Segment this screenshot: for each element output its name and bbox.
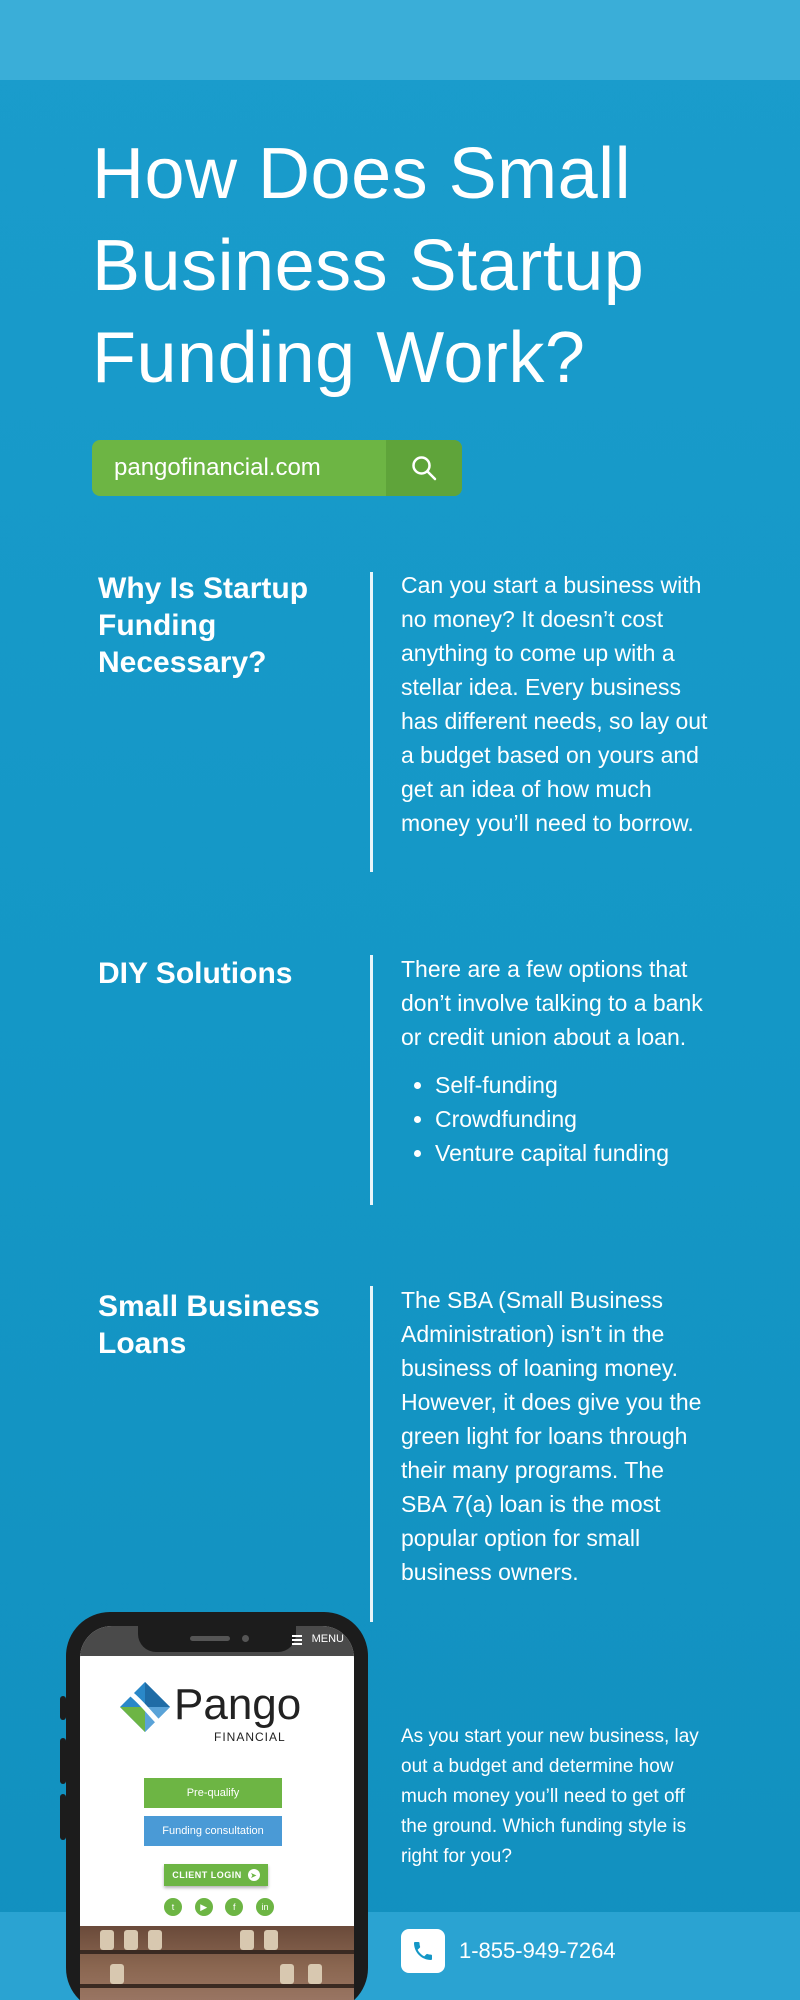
arrow-right-icon: ➤ [248,1869,260,1881]
jar [264,1930,278,1950]
phone-notch [138,1626,296,1652]
section-body: There are a few options that don’t involve talking to a bank or credit union about a loan. [401,956,703,1050]
section-body: The SBA (Small Business Administration) isn’t in the business of loaning money. However, it does give you the green light for loans through their many programs. The SBA 7(a) loan is the most popular option for small business owners. [401,1287,702,1585]
section-divider [370,1286,373,1622]
list-item: • Self-funding [435,1068,711,1102]
facebook-icon[interactable]: f [225,1898,243,1916]
pango-mark-icon [116,1678,174,1736]
page-title: How Does Small Business Startup Funding Work? [92,134,645,398]
twitter-icon[interactable]: t [164,1898,182,1916]
phone-mockup [66,1612,368,2000]
jar [280,1964,294,1984]
client-login-button[interactable] [164,1864,268,1886]
youtube-icon[interactable]: ▶ [195,1898,213,1916]
menu-label[interactable]: MENU [311,1633,344,1645]
search-url[interactable]: pangofinancial.com [114,454,321,481]
phone-contact[interactable] [401,1928,616,1974]
office-photo [80,1926,354,2000]
phone-screen [80,1626,354,2000]
funding-consultation-button[interactable]: Funding consultation [144,1816,282,1846]
jar [110,1964,124,1984]
pango-logo [116,1678,326,1748]
shelf [80,1950,354,1954]
list-item: • Venture capital funding [435,1136,711,1170]
client-login-label: CLIENT LOGIN [172,1870,242,1880]
search-button[interactable] [386,440,462,496]
jar [240,1930,254,1950]
bullet-list [401,1068,711,1170]
phone-number[interactable]: 1-855-949-7264 [459,1938,616,1963]
prequalify-button[interactable]: Pre-qualify [144,1778,282,1808]
logo-text: Pango [174,1680,302,1729]
jar [148,1930,162,1950]
search-icon [409,453,439,483]
hamburger-icon[interactable] [292,1635,302,1647]
cta-text: As you start your new business, lay out a budget and determine how much money you’ll need to get off the ground. Which funding style is right for you? [401,1726,699,1867]
jar [100,1930,114,1950]
search-bar[interactable] [92,440,462,496]
jar [124,1930,138,1950]
phone-icon [401,1929,445,1973]
shelf [80,1984,354,1988]
section-body: Can you start a business with no money? It doesn’t cost anything to come up with a stellar idea. Every business has different needs, so lay out a budget based on yours and get an idea of how much money you’ll need to borrow. [401,572,708,836]
social-links [164,1898,274,1916]
section-divider [370,955,373,1205]
top-band [0,0,800,80]
section-body-wrap [401,952,711,1170]
camera-icon [242,1635,249,1642]
section-heading: DIY Solutions [98,957,293,990]
jar [308,1964,322,1984]
linkedin-icon[interactable]: in [256,1898,274,1916]
logo-subtext: FINANCIAL [214,1730,286,1744]
section-divider [370,572,373,872]
section-heading: Small Business Loans [98,1290,320,1360]
section-heading: Why Is Startup Funding Necessary? [98,572,309,679]
speaker-grille [190,1636,230,1641]
list-item: • Crowdfunding [435,1102,711,1136]
